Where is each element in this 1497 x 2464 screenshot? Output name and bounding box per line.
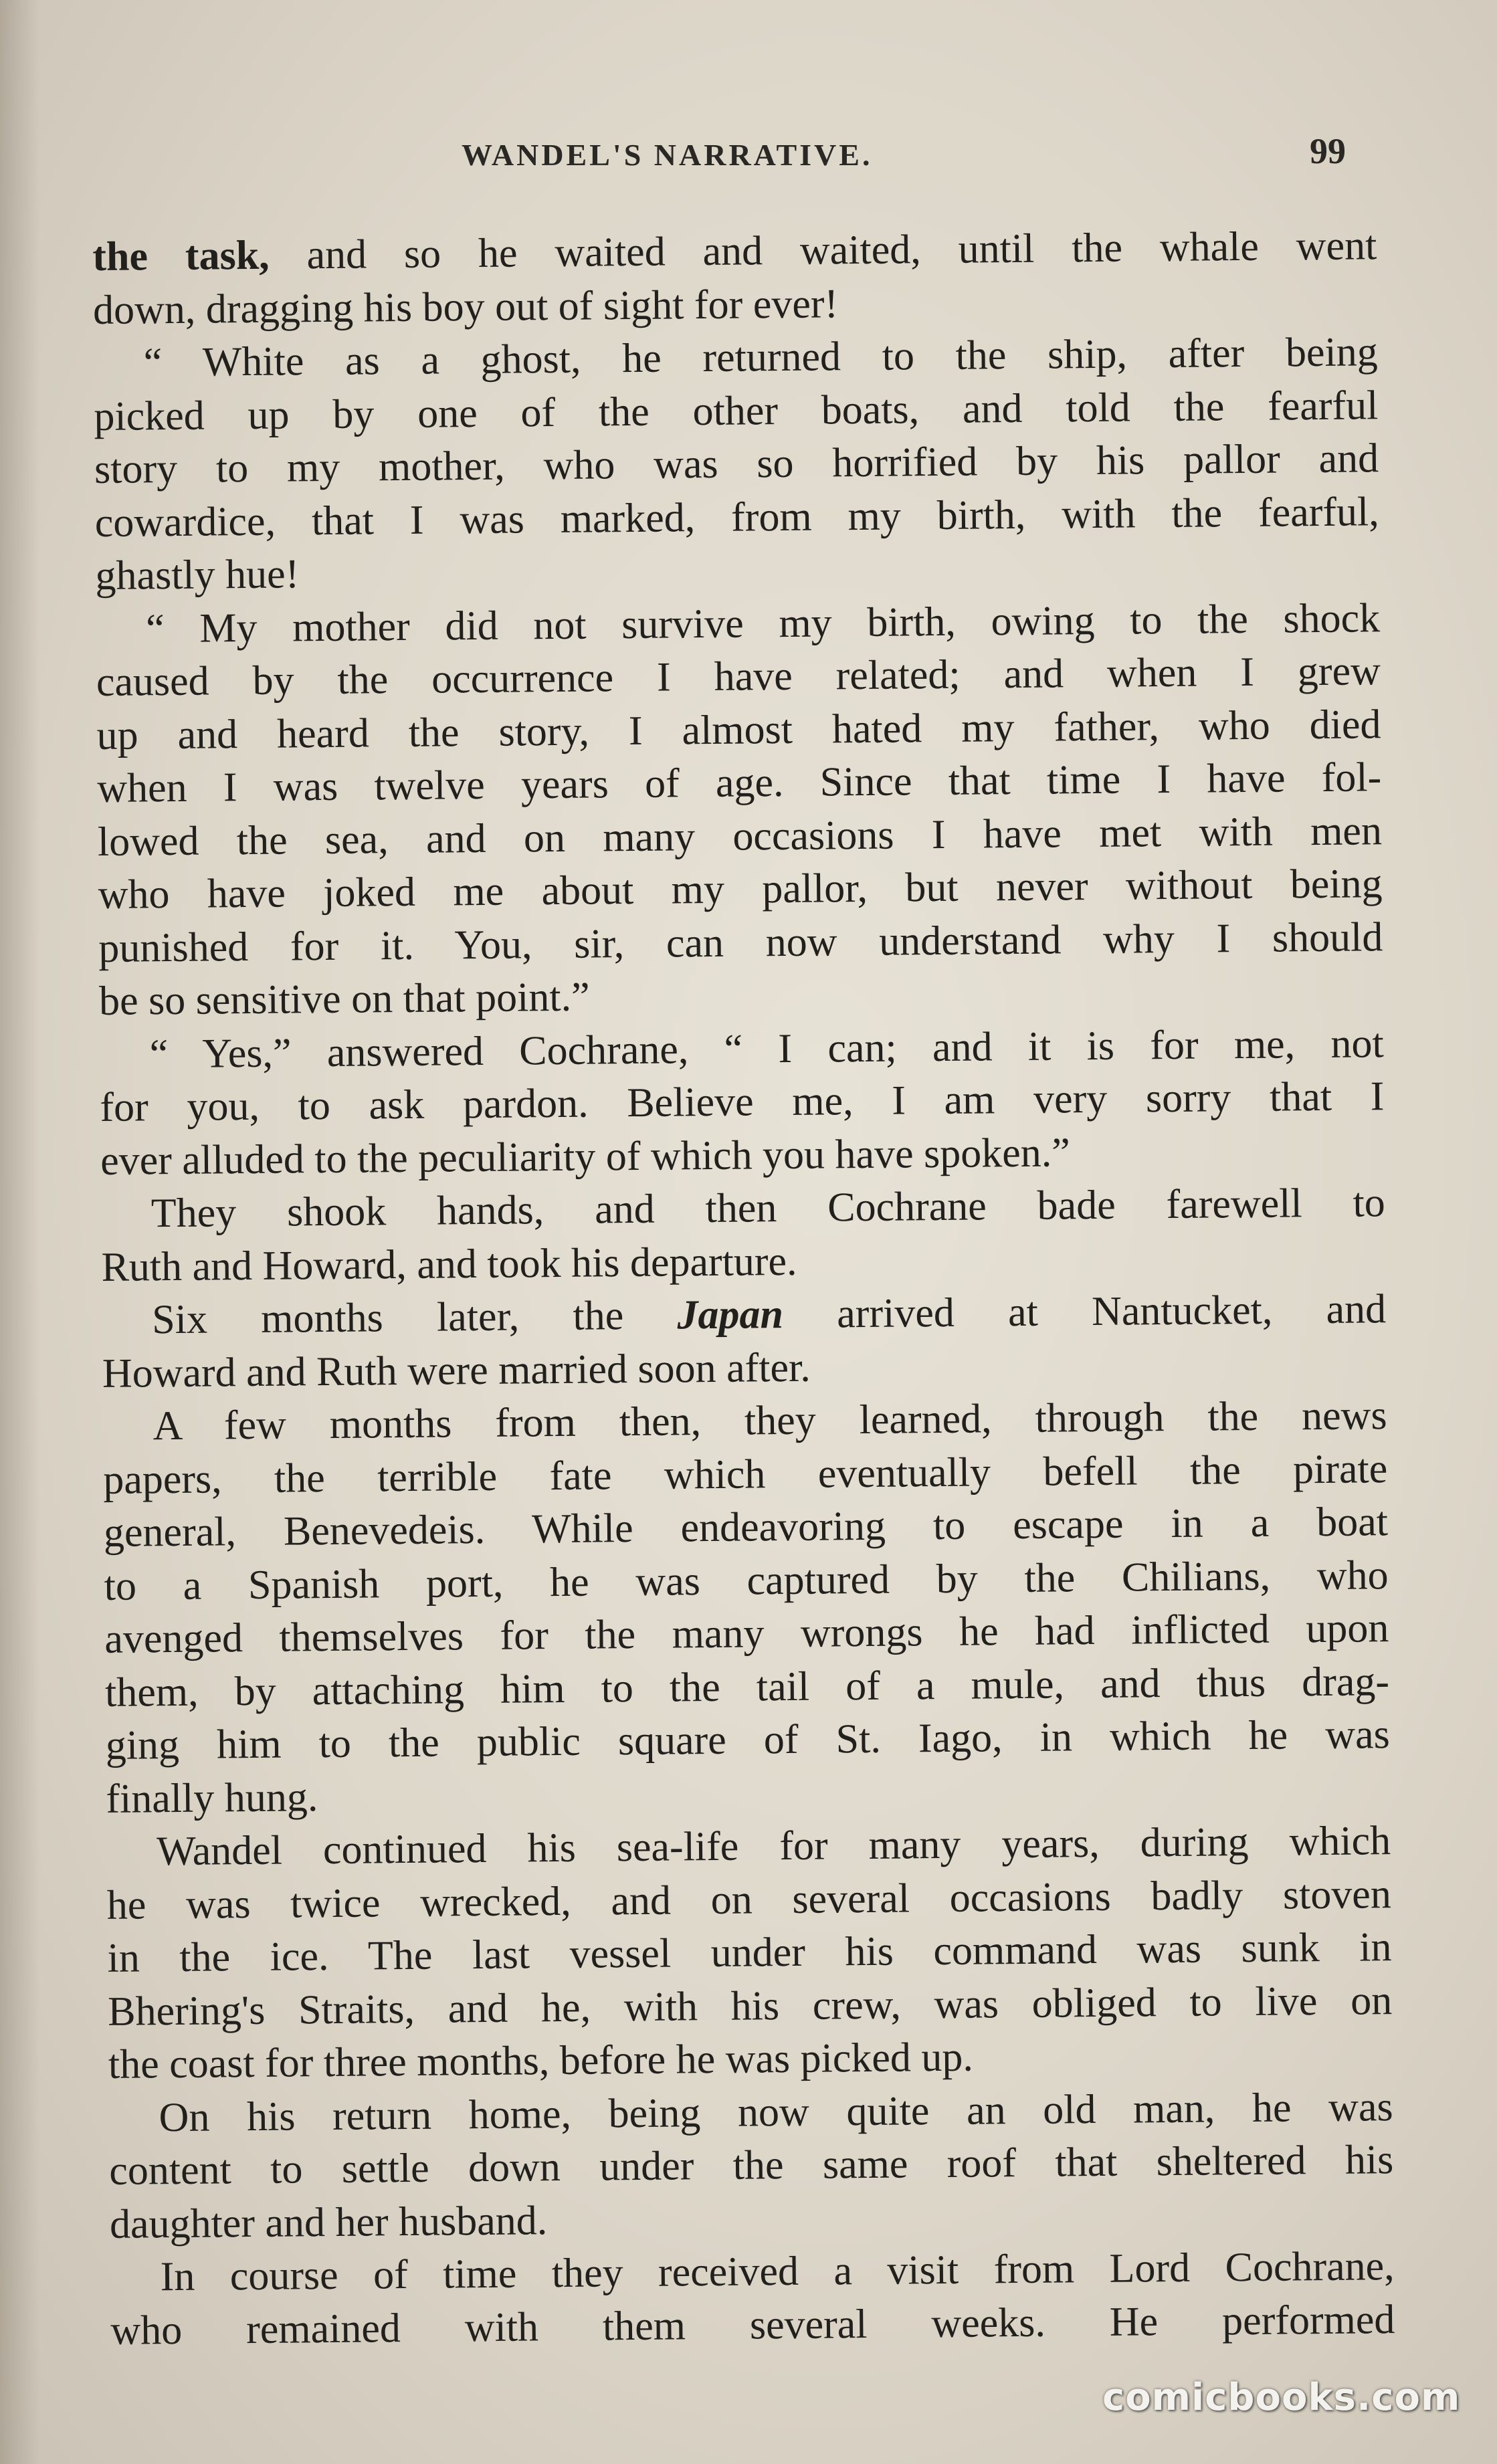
- text-line: “ My mother did not survive my birth, owing to the shock: [145, 595, 1381, 651]
- text-line: them, by attaching him to the tail of a mule, and thus drag-: [104, 1658, 1390, 1716]
- text-line: the coast for three months, before he was picked up.: [108, 2034, 974, 2087]
- text-line: Six months later, the Japan arrived at Nantucket, and: [151, 1286, 1387, 1343]
- text-line: to a Spanish port, he was captured by the Chilians, who: [104, 1552, 1389, 1609]
- text-line: in the ice. The last vessel under his command was sunk in: [107, 1924, 1392, 1981]
- text-line: for you, to ask pardon. Believe me, I am very sorry that I: [100, 1073, 1385, 1130]
- body-text: [92, 219, 1395, 2358]
- text-line: who have joked me about my pallor, but never without being: [98, 861, 1383, 918]
- text-line: who remained with them several weeks. He performed: [110, 2296, 1395, 2354]
- bold-lead-text: the task,: [92, 232, 270, 280]
- text-line: In course of time they received a visit from Lord Cochrane,: [160, 2243, 1395, 2300]
- text-line: “ Yes,” answered Cochrane, “ I can; and it is for me, not: [149, 1020, 1384, 1077]
- text-line: general, Benevedeis. While endeavoring to escape in a boat: [103, 1499, 1389, 1556]
- text-line: ghastly hue!: [95, 551, 300, 599]
- text-line: Howard and Ruth were married soon after.: [102, 1344, 811, 1397]
- text-line: Bhering's Straits, and he, with his crew, was obliged to live on: [107, 1977, 1393, 2035]
- text-line: content to settle down under the same roof that sheltered his: [109, 2137, 1394, 2194]
- text-line: up and heard the story, I almost hated my father, who died: [96, 701, 1381, 758]
- text-line: ging him to the public square of St. Iago, in which he was: [105, 1712, 1390, 1768]
- text-line: daughter and her husband.: [109, 2197, 548, 2247]
- text-line: down, dragging his boy out of sight for ever!: [92, 280, 839, 333]
- text-line: be so sensitive on that point.”: [98, 974, 590, 1024]
- text-line: ever alluded to the peculiarity of which you have spoken.”: [100, 1129, 1071, 1184]
- text-line: Ruth and Howard, and took his departure.: [101, 1238, 797, 1290]
- text-line: “ White as a ghost, he returned to the ship, after being: [143, 329, 1378, 386]
- text-line: story to my mother, who was so horrified by his pallor and: [94, 435, 1379, 492]
- page-number: 99: [1310, 131, 1346, 171]
- text-line: Wandel continued his sea-life for many years, during which: [156, 1818, 1391, 1875]
- text-line: A few months from then, they learned, through the news: [153, 1393, 1387, 1449]
- page-edge-shadow: [0, 0, 40, 2464]
- text-line: the task, and so he waited and waited, until the whale went: [92, 223, 1377, 280]
- text-line: On his return home, being now quite an old man, he was: [159, 2083, 1393, 2140]
- text-line: punished for it. You, sir, can now understand why I should: [98, 914, 1383, 971]
- text-line: he was twice wrecked, and on several occasions badly stoven: [106, 1871, 1392, 1928]
- text-line: cowardice, that I was marked, from my birth, with the fearful,: [94, 488, 1380, 546]
- text-line: lowed the sea, and on many occasions I have met with men: [97, 807, 1383, 865]
- text-line: papers, the terrible fate which eventually befell the pirate: [103, 1445, 1388, 1503]
- watermark: comicbooks.com: [1102, 2376, 1461, 2419]
- text-line: when I was twelve years of age. Since that time I have fol-: [96, 754, 1382, 811]
- text-line: avenged themselves for the many wrongs he had inflicted upon: [104, 1605, 1389, 1662]
- text-line: They shook hands, and then Cochrane bade farewell to: [151, 1180, 1386, 1237]
- text-line: caused by the occurrence I have related; and when I grew: [96, 648, 1381, 705]
- text-line: finally hung.: [106, 1774, 318, 1822]
- running-head: WANDEL'S NARRATIVE.: [462, 138, 873, 172]
- text-line: picked up by one of the other boats, and told the fearful: [94, 382, 1379, 439]
- ship-name-italic: Japan: [677, 1292, 784, 1338]
